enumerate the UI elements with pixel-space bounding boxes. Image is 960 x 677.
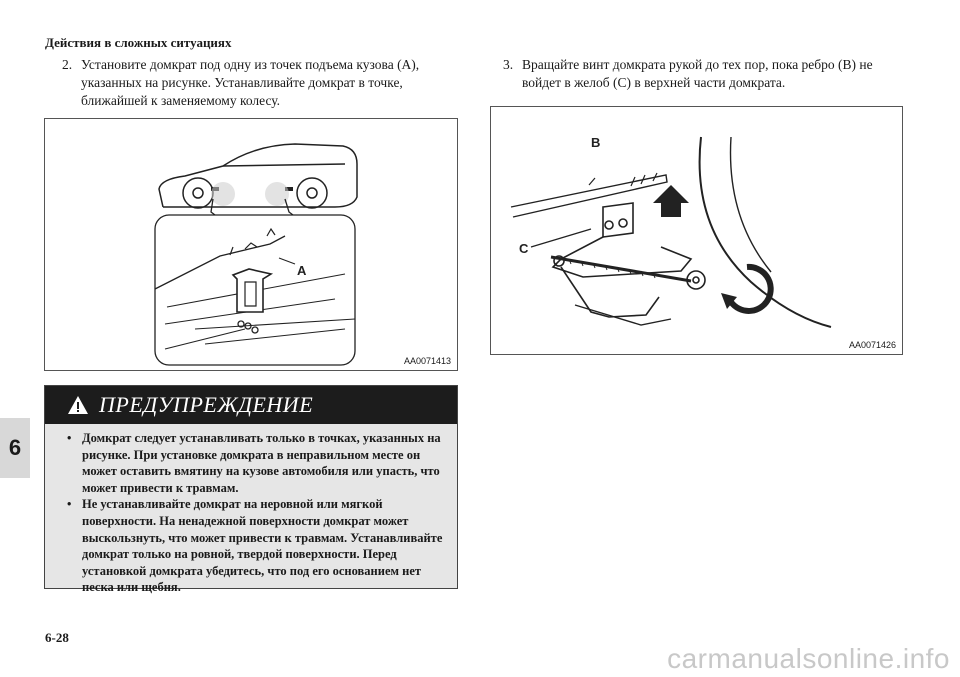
section-tab: 6 [0,418,30,478]
label-a: A [297,263,307,278]
car-body-outline [159,144,357,207]
jack-alignment-illustration [491,107,902,354]
warning-body [45,424,457,596]
warning-box [44,385,458,595]
step-3 [503,56,903,92]
label-b-leader [589,178,595,185]
step-2 [62,56,447,110]
step-number: 3. [503,57,514,72]
warning-header [45,386,457,424]
section-header: Действия в сложных ситуациях [45,35,232,50]
warning-item: • Домкрат следует устанавливать только в точках, указанных на рисунке. При установке домкрата в неправильном месте он может оставить вмятину на кузове автомобиля или упасть, что может привести к травмам. [67,430,447,496]
jack-alignment-figure [490,106,903,355]
up-arrow-icon [653,185,689,217]
car-jack-points-illustration [45,119,457,370]
figure-code: AA0071426 [848,340,896,350]
figure-code: AA0071413 [403,356,451,366]
step-number: 2. [62,57,73,72]
car-roof-line [223,164,345,166]
warning-triangle-icon [67,395,89,415]
scissor-arm-upper [553,237,691,277]
label-a-leader [279,258,295,264]
label-c: C [519,241,529,256]
label-b: B [591,135,601,150]
step-text: Установите домкрат под одну из точек подъема кузова (A), указанных на рисунке. Устанавливайте домкрат в точке, ближайшей к заменяемому колесу. [81,57,420,108]
rotate-arrow-icon [731,267,771,311]
label-c-leader [531,229,591,247]
sill-edge [511,175,667,217]
jack-head-top [603,203,633,237]
warning-title: ПРЕДУПРЕЖДЕНИЕ [99,392,314,417]
watermark: carmanualsonline.info [667,643,950,674]
step-text: Вращайте винт домкрата рукой до тех пор, пока ребро (B) не войдет в желоб (C) в верхней части домкрата. [522,57,873,90]
jack-screw [551,257,691,281]
sill-edge-line [155,236,285,289]
jack-points-figure [44,118,458,371]
warning-item: • Не устанавливайте домкрат на неровной или мягкой поверхности. На ненадежной поверхности домкрат может выскользнуть, что может привести к травмам. Устанавливайте домкрат только на ровной, твердой поверхности. Перед установкой домкрата убедитесь, что под его основанием нет песка или щебня. [67,496,447,596]
page-number: 6-28 [45,630,69,645]
